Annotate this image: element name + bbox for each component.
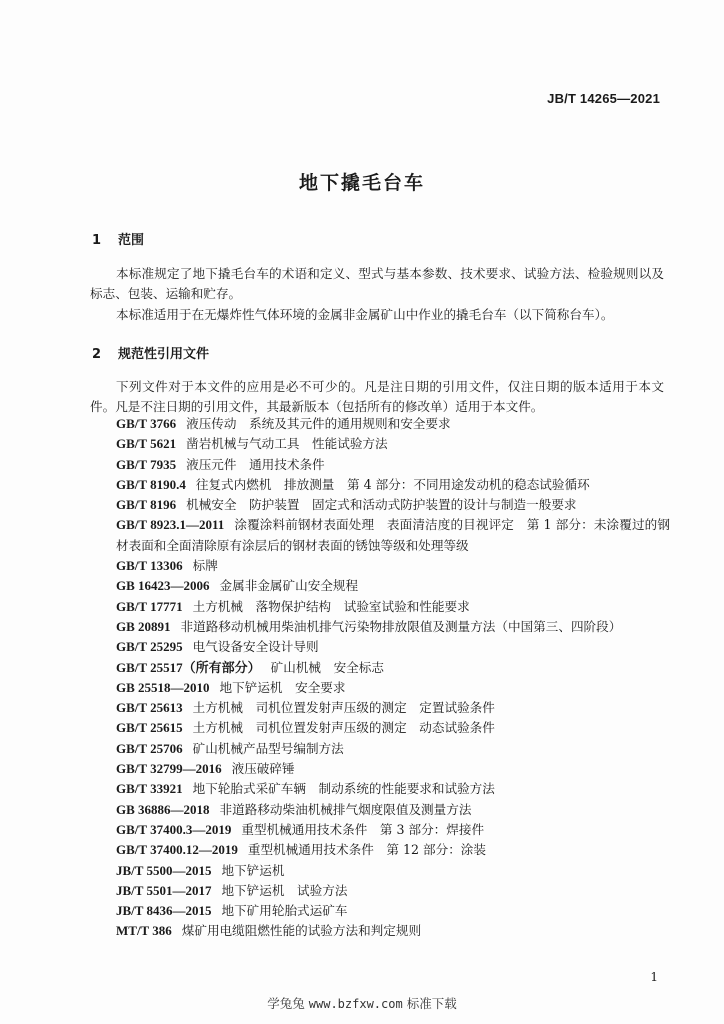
reference-code: JB/T 5501—2017 xyxy=(116,882,212,898)
document-title: 地下撬毛台车 xyxy=(298,172,425,194)
reference-title: 液压元件 通用技术条件 xyxy=(186,456,325,472)
references-intro-paragraph: 下列文件对于本文件的应用是必不可少的。凡是注日期的引用文件，仅注日期的版本适用于本文件。凡是不注日期的引用文件，其最新版本（包括所有的修改单）适用于本文件。 xyxy=(90,379,664,414)
reference-item xyxy=(90,475,670,495)
reference-title: 机械安全 防护装置 固定式和活动式防护装置的设计与制造一般要求 xyxy=(186,497,577,513)
reference-item xyxy=(90,637,670,657)
reference-code: GB/T 8923.1—2011 xyxy=(116,517,225,533)
reference-code: GB/T 17771 xyxy=(116,598,183,614)
reference-code: GB/T 25613 xyxy=(116,700,183,716)
reference-code: GB/T 25295 xyxy=(116,639,183,655)
reference-title: 地下铲运机 试验方法 xyxy=(221,882,348,898)
reference-item xyxy=(90,820,670,840)
reference-item xyxy=(90,455,670,475)
reference-code: GB/T 37400.12—2019 xyxy=(116,842,238,858)
reference-code: GB/T 13306 xyxy=(116,558,183,574)
reference-code: GB/T 37400.3—2019 xyxy=(116,821,232,837)
reference-item xyxy=(90,495,670,515)
reference-item xyxy=(90,779,670,799)
section-number: 1 xyxy=(92,233,102,248)
reference-title: 地下矿用轮胎式运矿车 xyxy=(221,903,348,919)
reference-code: GB/T 7935 xyxy=(116,456,177,472)
reference-title: 凿岩机械与气动工具 性能试验方法 xyxy=(186,436,388,452)
reference-title: 土方机械 落物保护结构 试验室试验和性能要求 xyxy=(192,598,470,614)
reference-code: GB/T 25615 xyxy=(116,720,183,736)
reference-item xyxy=(90,921,670,941)
reference-code: GB/T 25706 xyxy=(116,740,183,756)
document-id: JB/T 14265—2021 xyxy=(547,91,660,106)
reference-item xyxy=(90,698,670,718)
reference-item xyxy=(90,881,670,901)
reference-code: GB/T 5621 xyxy=(116,436,177,452)
reference-title: 重型机械通用技术条件 第 12 部分：涂装 xyxy=(247,842,486,858)
reference-item xyxy=(90,678,670,698)
reference-title: 非道路移动柴油机械排气烟度限值及测量方法 xyxy=(219,801,472,817)
section-2-heading xyxy=(92,343,209,362)
reference-item xyxy=(90,597,670,617)
reference-code: GB/T 25517（所有部分） xyxy=(116,659,261,675)
reference-code: MT/T 386 xyxy=(116,923,172,939)
reference-title: 液压传动 系统及其元件的通用规则和安全要求 xyxy=(186,416,451,431)
reference-item xyxy=(90,658,670,678)
reference-title: 土方机械 司机位置发射声压级的测定 动态试验条件 xyxy=(192,720,495,736)
reference-title: 涂覆涂料前钢材表面处理 表面清洁度的目视评定 第 1 部分：未涂覆过的钢材表面和全面清除原有涂层后的钢材表面的锈蚀等级和处理等级 xyxy=(116,517,670,553)
section-1-heading xyxy=(92,229,144,248)
page-number: 1 xyxy=(650,970,658,984)
reference-code: JB/T 8436—2015 xyxy=(116,903,212,919)
reference-title: 矿山机械产品型号编制方法 xyxy=(192,740,344,756)
reference-title: 地下铲运机 xyxy=(221,862,285,878)
reference-code: GB/T 32799—2016 xyxy=(116,761,222,777)
reference-item xyxy=(90,901,670,921)
footer-watermark xyxy=(0,994,724,1012)
reference-item xyxy=(90,800,670,820)
reference-item xyxy=(90,739,670,759)
footer-site-name: 学兔兔 xyxy=(267,996,305,1011)
reference-code: GB/T 8190.4 xyxy=(116,476,186,492)
reference-code: JB/T 5500—2015 xyxy=(116,862,212,878)
reference-title: 地下铲运机 安全要求 xyxy=(219,679,346,695)
reference-code: GB/T 33921 xyxy=(116,781,183,797)
reference-item xyxy=(90,759,670,779)
reference-item xyxy=(90,617,670,637)
reference-title: 地下轮胎式采矿车辆 制动系统的性能要求和试验方法 xyxy=(192,781,495,797)
scope-paragraph-2: 本标准适用于在无爆炸性气体环境的金属非金属矿山中作业的撬毛台车（以下简称台车）。 xyxy=(116,307,614,322)
footer-tagline: 标准下载 xyxy=(406,996,457,1011)
reference-title: 电气设备安全设计导则 xyxy=(192,639,319,655)
reference-code: GB/T 8196 xyxy=(116,497,177,513)
reference-code: GB 25518—2010 xyxy=(116,679,210,695)
reference-title: 液压破碎锤 xyxy=(231,761,295,777)
reference-item xyxy=(90,515,670,556)
section-number: 2 xyxy=(92,347,102,362)
reference-code: GB 36886—2018 xyxy=(116,801,210,817)
reference-item xyxy=(90,840,670,860)
reference-title: 重型机械通用技术条件 第 3 部分：焊接件 xyxy=(241,821,485,837)
reference-title: 煤矿用电缆阻燃性能的试验方法和判定规则 xyxy=(181,923,422,939)
footer-url: www.bzfxw.com xyxy=(308,997,403,1011)
reference-item xyxy=(90,434,670,454)
reference-item xyxy=(90,861,670,881)
section-title: 规范性引用文件 xyxy=(118,347,210,362)
scope-paragraph-1: 本标准规定了地下撬毛台车的术语和定义、型式与基本参数、技术要求、试验方法、检验规则以及标志、包装、运输和贮存。 xyxy=(90,266,664,301)
reference-item xyxy=(90,556,670,576)
reference-title: 非道路移动机械用柴油机排气污染物排放限值及测量方法（中国第三、四阶段） xyxy=(180,618,622,634)
reference-title: 标牌 xyxy=(192,558,218,574)
reference-list xyxy=(90,414,670,942)
section-title: 范围 xyxy=(118,233,145,248)
reference-item xyxy=(90,576,670,596)
reference-code: GB 16423—2006 xyxy=(116,578,210,594)
reference-title: 矿山机械 安全标志 xyxy=(270,659,384,675)
reference-code: GB/T 3766 xyxy=(116,416,177,431)
reference-title: 往复式内燃机 排放测量 第 4 部分：不同用途发动机的稳态试验循环 xyxy=(195,476,590,492)
reference-title: 土方机械 司机位置发射声压级的测定 定置试验条件 xyxy=(192,700,495,716)
reference-item xyxy=(90,414,670,434)
reference-title: 金属非金属矿山安全规程 xyxy=(219,578,359,594)
reference-code: GB 20891 xyxy=(116,618,171,634)
reference-item xyxy=(90,718,670,738)
